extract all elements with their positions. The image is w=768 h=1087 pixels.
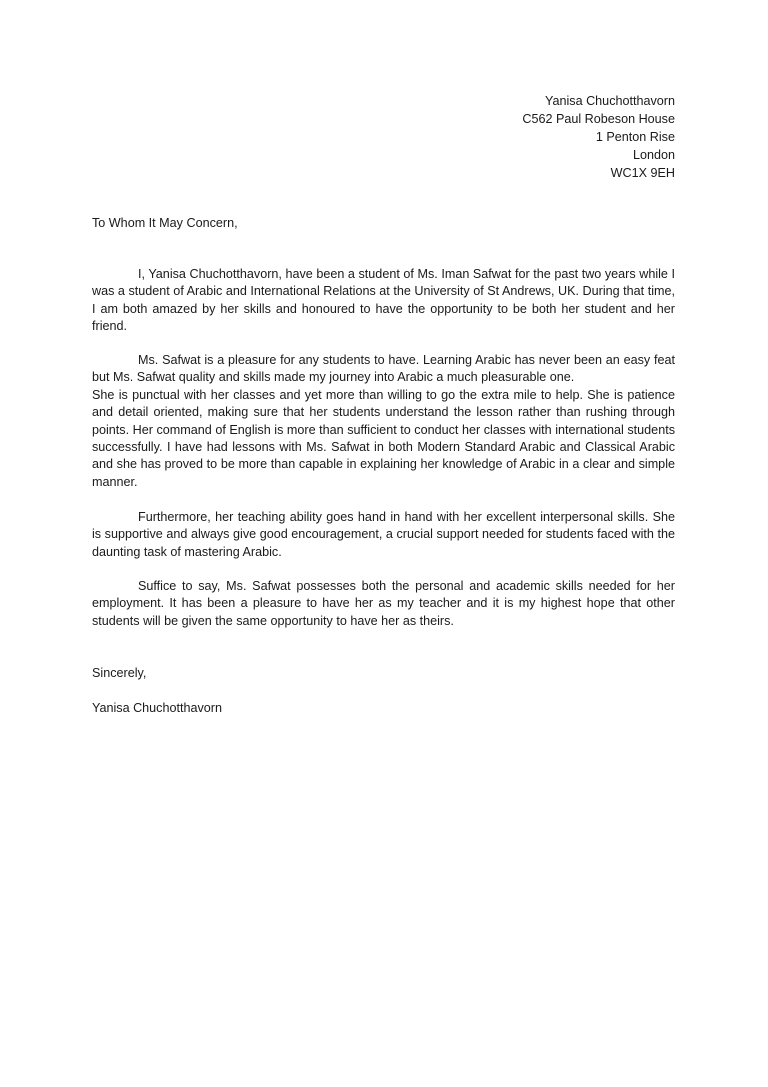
paragraph-4-text: Suffice to say, Ms. Safwat possesses both the personal and academic skills needed for her employment. It has been a pleasure to have her as my teacher and it is my highest hope that other students will be given the same opportunity to have her as theirs. [92, 579, 675, 628]
paragraph-1-text: I, Yanisa Chuchotthavorn, have been a student of Ms. Iman Safwat for the past two years while I was a student of Arabic and International Relations at the University of St Andrews, UK. During that time, I am both amazed by her skills and honoured to have the opportunity to be both her student and her friend. [92, 267, 675, 334]
sender-address [522, 92, 675, 182]
address-postcode: WC1X 9EH [610, 166, 675, 180]
address-city: London [632, 148, 675, 162]
paragraph-teaching-quality [92, 352, 675, 491]
paragraph-conclusion [92, 578, 675, 630]
closing: Sincerely, [92, 666, 147, 680]
paragraph-2b-text: She is punctual with her classes and yet more than willing to go the extra mile to help. She is patience and detail oriented, making sure that her students understand the lesson rather than rushing through points. Her command of English is more than sufficient to conduct her classes with international students successfully. I have had lessons with Ms. Safwat in both Modern Standard Arabic and Classical Arabic and she has proved to be more than capable in explaining her knowledge of Arabic in a clear and simple manner. [92, 387, 675, 489]
sender-name: Yanisa Chuchotthavorn [545, 94, 675, 108]
signature-name: Yanisa Chuchotthavorn [92, 701, 222, 715]
paragraph-3-text: Furthermore, her teaching ability goes hand in hand with her excellent interpersonal skills. She is supportive and always give good encouragement, a crucial support needed for students faced with the daunting task of mastering Arabic. [92, 510, 675, 559]
paragraph-introduction [92, 266, 675, 336]
paragraph-interpersonal [92, 509, 675, 561]
salutation: To Whom It May Concern, [92, 216, 238, 230]
address-line-1: C562 Paul Robeson House [522, 112, 675, 126]
paragraph-2a-text: Ms. Safwat is a pleasure for any students to have. Learning Arabic has never been an easy feat but Ms. Safwat quality and skills made my journey into Arabic a much pleasurable one. [92, 353, 675, 385]
address-line-2: 1 Penton Rise [595, 130, 675, 144]
